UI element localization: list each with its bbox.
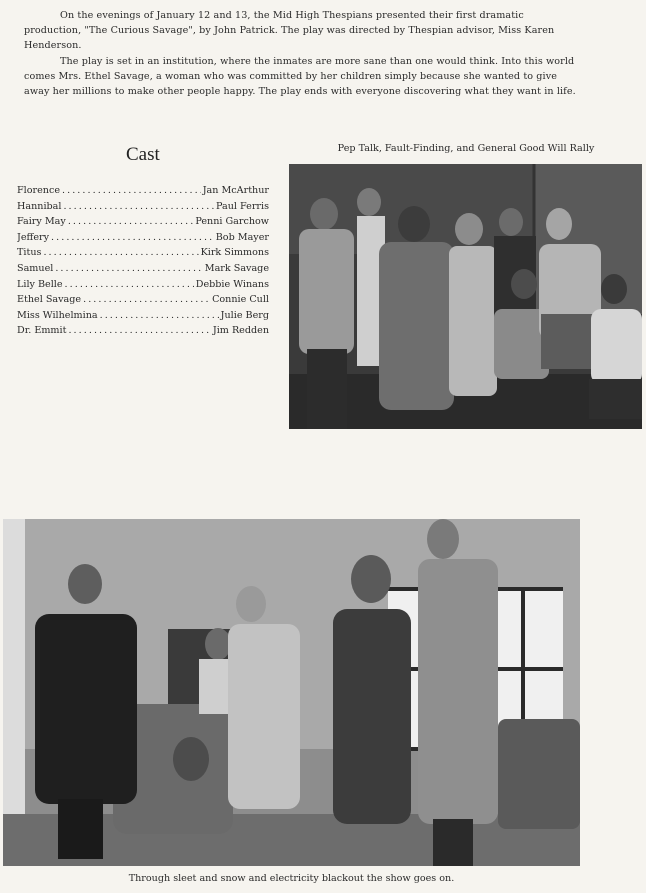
cast-actor: Paul Ferris	[215, 200, 269, 212]
cast-heading: Cast	[126, 144, 160, 165]
cast-actor: Connie Cull	[212, 294, 269, 306]
cast-role: Titus	[17, 247, 42, 259]
cast-actor: Bob Mayer	[215, 231, 269, 243]
cast-list	[17, 183, 269, 339]
cast-role: Florence	[17, 185, 60, 196]
cast-role: Dr. Emmit	[17, 325, 67, 337]
cast-row	[17, 230, 269, 246]
cast-row	[17, 308, 269, 324]
intro-paragraph-2: The play is set in an institution, where the inmates are more sane than one would think. Into this world comes Mrs. Ethel Savage, a woman who was committed by her children simply because she wanted to give away her millions to make other people happy. The play ends with everyone discovering what they want in life.	[24, 55, 576, 98]
cast-row	[17, 245, 269, 261]
cast-actor: Julie Berg	[220, 309, 269, 321]
photo-caption-bottom: Through sleet and snow and electricity blackout the show goes on.	[128, 873, 455, 884]
leader-dots	[63, 199, 214, 215]
intro-text	[24, 8, 584, 99]
cast-row	[17, 277, 269, 293]
leader-dots	[83, 292, 210, 308]
cast-row	[17, 199, 269, 215]
leader-dots	[65, 277, 194, 293]
leader-dots	[51, 230, 214, 246]
cast-role: Fairy May	[17, 216, 66, 228]
cast-actor: Debbie Winans	[195, 278, 269, 290]
cast-role: Jeffery	[17, 231, 50, 243]
cast-row	[17, 214, 269, 230]
intro-paragraph-1: On the evenings of January 12 and 13, the Mid High Thespians presented their first dramatic production, "The Curious Savage", by John Patrick. The play was directed by Thespian advisor, Miss Karen Henderson.	[24, 10, 555, 52]
cast-actor: Kirk Simmons	[200, 247, 269, 259]
cast-row	[17, 183, 269, 199]
cast-actor: Jim Redden	[212, 325, 269, 337]
leader-dots	[55, 261, 202, 277]
cast-role: Lily Belle	[17, 278, 63, 290]
leader-dots	[68, 323, 210, 339]
leader-dots	[62, 183, 201, 199]
cast-actor: Penni Garchow	[195, 216, 269, 228]
cast-row	[17, 261, 269, 277]
cast-actor: Jan McArthur	[202, 185, 269, 196]
stage-performance-photo	[3, 519, 580, 866]
cast-row	[17, 292, 269, 308]
leader-dots	[100, 308, 219, 324]
cast-role: Miss Wilhelmina	[17, 309, 98, 321]
rehearsal-photo	[289, 164, 642, 429]
cast-actor: Mark Savage	[204, 262, 269, 274]
cast-role: Hannibal	[17, 200, 62, 212]
cast-role: Samuel	[17, 262, 54, 274]
photo-caption-top: Pep Talk, Fault-Finding, and General Good Will Rally	[337, 143, 595, 154]
cast-role: Ethel Savage	[17, 294, 82, 306]
leader-dots	[43, 245, 198, 261]
cast-row	[17, 323, 269, 339]
leader-dots	[68, 214, 194, 230]
